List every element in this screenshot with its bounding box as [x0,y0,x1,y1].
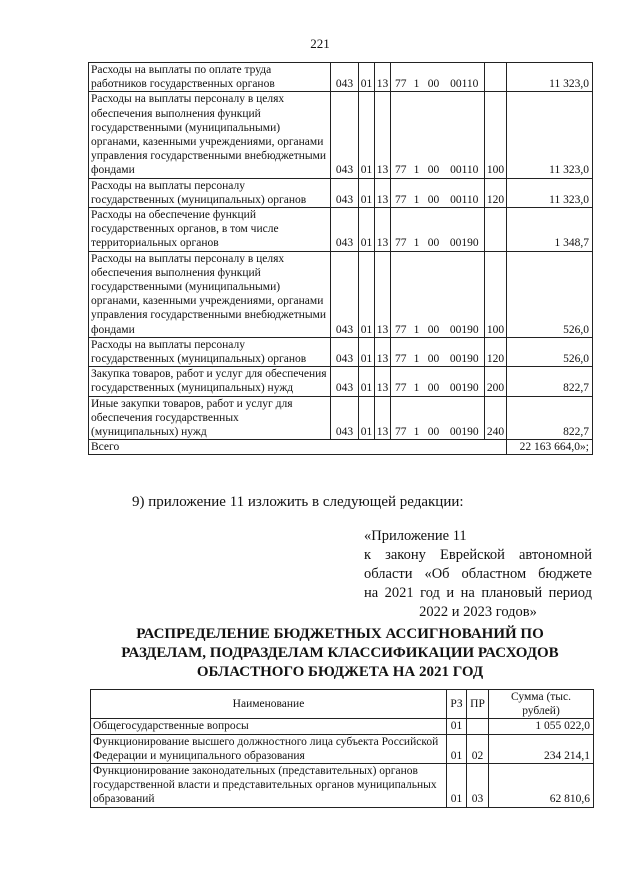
row-code-3: 13 [375,63,391,92]
row-code-7: 00110 [445,178,485,207]
table-row [91,719,594,734]
table-row [91,734,594,763]
row-pr: 03 [467,764,489,808]
allocation-table [90,689,594,808]
row-code-1: 043 [331,251,359,337]
row-code-3: 13 [375,367,391,396]
row-code-7: 00110 [445,63,485,92]
row-code-5: 1 [411,92,423,178]
appendix-line-5: 2022 и 2023 годов» [419,604,537,620]
amendment-paragraph: 9) приложение 11 изложить в следующей редакции: [132,494,464,510]
heading-line-3: ОБЛАСТНОГО БЮДЖЕТА НА 2021 ГОД [196,664,484,680]
row-code-2: 01 [359,251,375,337]
row-code-1: 043 [331,208,359,252]
row-code-3: 13 [375,251,391,337]
row-code-8: 100 [485,92,507,178]
row-name: Расходы на выплаты персоналу государственных (муниципальных) органов [89,337,331,366]
appendix-line-4: на 2021 год и на плановый период [364,585,592,601]
heading-line-2: РАЗДЕЛАМ, ПОДРАЗДЕЛАМ КЛАССИФИКАЦИИ РАСХОДОВ [121,645,559,661]
row-sum: 1 055 022,0 [489,719,594,734]
header-rz: РЗ [447,690,467,719]
row-name: Расходы на выплаты персоналу государственных (муниципальных) органов [89,178,331,207]
row-code-1: 043 [331,92,359,178]
row-code-2: 01 [359,396,375,440]
row-code-2: 01 [359,92,375,178]
row-code-3: 13 [375,178,391,207]
row-code-8: 100 [485,251,507,337]
row-code-4: 77 [391,251,411,337]
row-sum: 234 214,1 [489,734,594,763]
row-code-3: 13 [375,337,391,366]
row-code-5: 1 [411,367,423,396]
header-pr: ПР [467,690,489,719]
row-code-6: 00 [423,208,445,252]
heading-line-1: РАСПРЕДЕЛЕНИЕ БЮДЖЕТНЫХ АССИГНОВАНИЙ ПО [136,626,544,642]
table-row [91,764,594,808]
row-code-3: 13 [375,396,391,440]
header-sum: Сумма (тыс. рублей) [489,690,594,719]
row-code-4: 77 [391,208,411,252]
total-label: Всего [89,440,507,455]
header-name: Наименование [91,690,447,719]
row-code-5: 1 [411,251,423,337]
expenses-table [88,62,593,455]
row-code-7: 00190 [445,337,485,366]
row-code-2: 01 [359,178,375,207]
row-code-2: 01 [359,337,375,366]
table-row [89,251,593,337]
row-code-7: 00190 [445,208,485,252]
row-code-4: 77 [391,337,411,366]
row-name: Расходы на выплаты персоналу в целях обеспечения выполнения функций государственными (муниципальными) органами, казенными учреждениями, органами управления государственными внебюджетными фондами [89,251,331,337]
row-code-3: 13 [375,208,391,252]
row-rz: 01 [447,764,467,808]
row-code-7: 00190 [445,396,485,440]
row-code-6: 00 [423,92,445,178]
row-code-6: 00 [423,396,445,440]
row-name: Иные закупки товаров, работ и услуг для обеспечения государственных (муниципальных) нужд [89,396,331,440]
row-code-5: 1 [411,337,423,366]
page-number: 221 [310,36,330,51]
table-row [89,92,593,178]
row-code-7: 00110 [445,92,485,178]
table-row [89,396,593,440]
row-name: Расходы на обеспечение функций государственных органов, в том числе территориальных органов [89,208,331,252]
row-code-1: 043 [331,337,359,366]
row-code-1: 043 [331,178,359,207]
row-rz: 01 [447,719,467,734]
row-rz: 01 [447,734,467,763]
row-name: Закупка товаров, работ и услуг для обеспечения государственных (муниципальных) нужд [89,367,331,396]
row-code-7: 00190 [445,367,485,396]
row-code-8: 120 [485,178,507,207]
row-sum: 822,7 [507,396,593,440]
allocation-header-row [91,690,594,719]
row-name: Функционирование высшего должностного лица субъекта Российской Федерации и муниципального образования [91,734,447,763]
row-code-1: 043 [331,367,359,396]
row-code-5: 1 [411,63,423,92]
row-code-5: 1 [411,396,423,440]
row-sum: 526,0 [507,337,593,366]
row-name: Расходы на выплаты персоналу в целях обеспечения выполнения функций государственными (муниципальными) органами, казенными учреждениями, органами управления государственными внебюджетными фондами [89,92,331,178]
row-code-7: 00190 [445,251,485,337]
appendix-line-1: «Приложение 11 [364,528,467,544]
appendix-line-3: области «Об областном бюджете [364,566,592,582]
row-sum: 62 810,6 [489,764,594,808]
row-sum: 11 323,0 [507,92,593,178]
table-row [89,208,593,252]
appendix-line-2: к закону Еврейской автономной [364,547,592,563]
row-code-8: 120 [485,337,507,366]
table-row [89,63,593,92]
row-name: Расходы на выплаты по оплате труда работников государственных органов [89,63,331,92]
total-row [89,440,593,455]
total-value: 22 163 664,0»; [507,440,593,455]
row-code-2: 01 [359,63,375,92]
row-code-6: 00 [423,367,445,396]
table-row [89,337,593,366]
row-name: Функционирование законодательных (представительных) органов государственной власти и представительных органов муниципальных образований [91,764,447,808]
row-code-5: 1 [411,208,423,252]
row-code-4: 77 [391,396,411,440]
row-code-8: 200 [485,367,507,396]
row-code-6: 00 [423,178,445,207]
row-sum: 11 323,0 [507,63,593,92]
row-pr [467,719,489,734]
row-code-4: 77 [391,63,411,92]
appendix-caption [364,527,592,622]
row-code-8 [485,208,507,252]
table-row [89,367,593,396]
row-code-2: 01 [359,208,375,252]
row-sum: 526,0 [507,251,593,337]
row-code-2: 01 [359,367,375,396]
row-code-8 [485,63,507,92]
section-heading [88,625,592,682]
row-code-4: 77 [391,367,411,396]
table-row [89,178,593,207]
row-code-6: 00 [423,63,445,92]
row-code-6: 00 [423,337,445,366]
row-code-4: 77 [391,92,411,178]
row-sum: 822,7 [507,367,593,396]
row-sum: 11 323,0 [507,178,593,207]
row-sum: 1 348,7 [507,208,593,252]
row-code-1: 043 [331,63,359,92]
row-code-6: 00 [423,251,445,337]
row-code-1: 043 [331,396,359,440]
row-code-8: 240 [485,396,507,440]
row-name: Общегосударственные вопросы [91,719,447,734]
row-pr: 02 [467,734,489,763]
row-code-4: 77 [391,178,411,207]
row-code-3: 13 [375,92,391,178]
row-code-5: 1 [411,178,423,207]
